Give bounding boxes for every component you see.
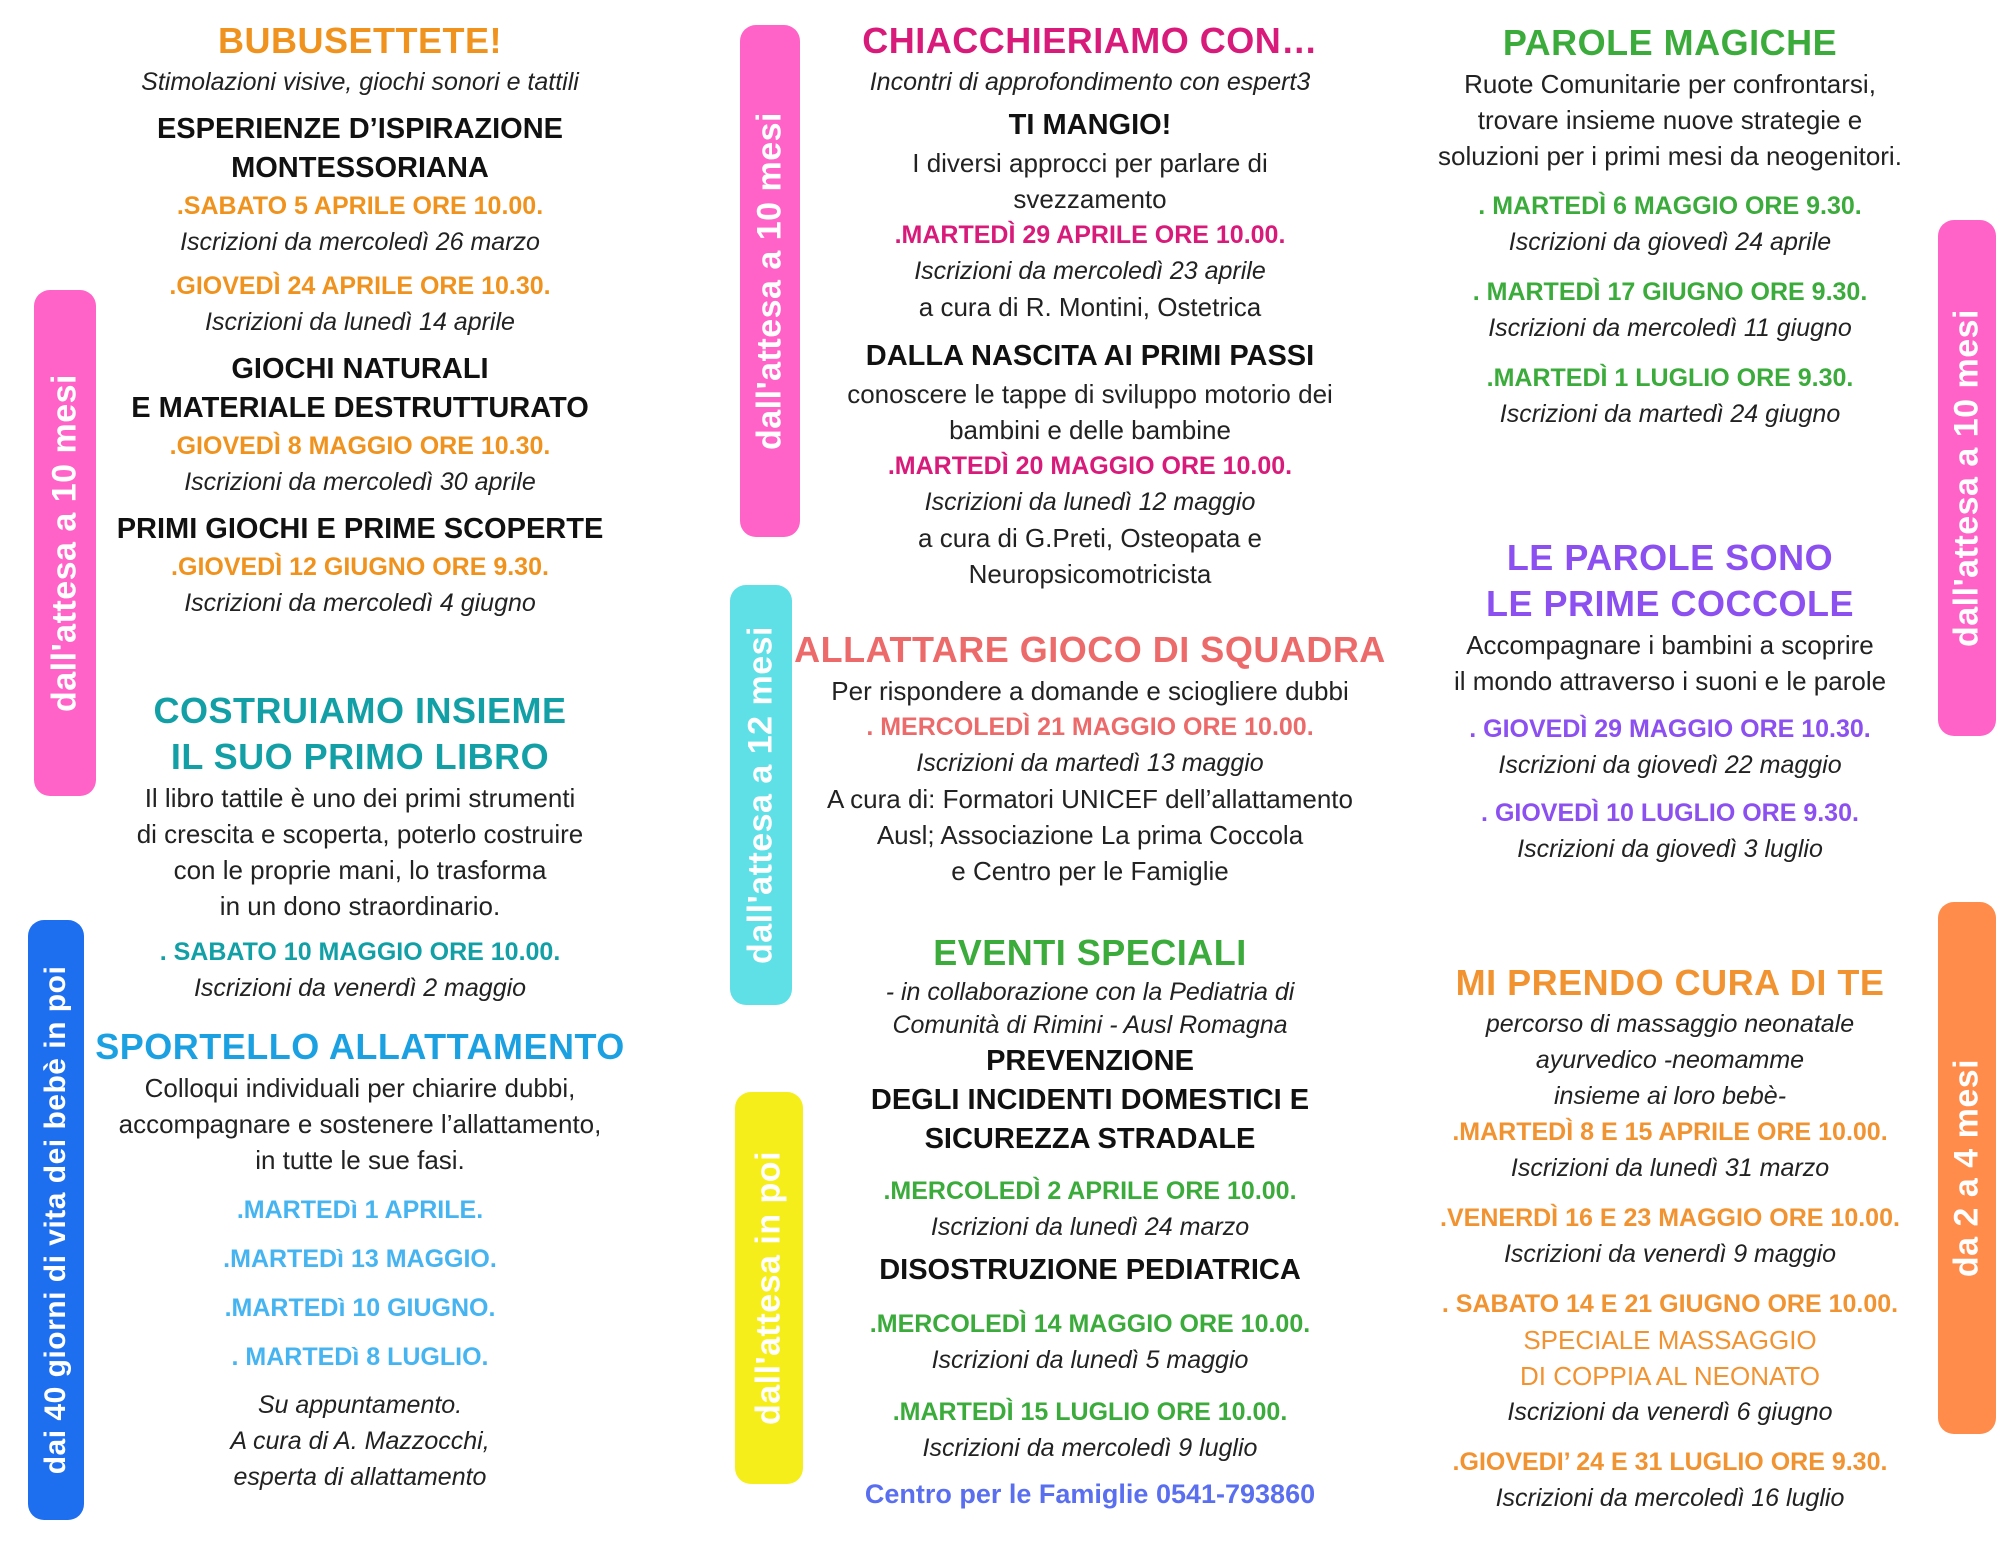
montessori-title-1: ESPERIENZE D’ISPIRAZIONE xyxy=(156,113,564,145)
tab-mid-pink-label: dall'attesa a 10 mesi xyxy=(750,112,789,450)
libro-section xyxy=(80,688,640,1006)
bubusettete-title: BUBUSETTETE! xyxy=(218,20,502,61)
prevenzione-title-1: PREVENZIONE xyxy=(986,1045,1194,1077)
sportello-date-3: .MARTEDì 10 GIUGNO. xyxy=(224,1294,496,1322)
tab-right-pink-label: dall'attesa a 10 mesi xyxy=(1947,309,1986,647)
sportello-date-1: .MARTEDì 1 APRILE. xyxy=(236,1196,484,1224)
nascita-cura-2: Neuropsicomotricista xyxy=(968,559,1212,589)
cura-sub-1: percorso di massaggio neonatale xyxy=(1485,1010,1855,1038)
montessori-date-2: .GIOVEDÌ 24 APRILE ORE 10.30. xyxy=(169,272,551,300)
disostruzione-date-2: .MARTEDÌ 15 LUGLIO ORE 10.00. xyxy=(892,1398,1288,1426)
cura-iscr-1: Iscrizioni da lunedì 31 marzo xyxy=(1510,1154,1830,1182)
ti-mangio-date: .MARTEDÌ 29 APRILE ORE 10.00. xyxy=(894,221,1286,249)
parole-magiche-iscr-1: Iscrizioni da giovedì 24 aprile xyxy=(1508,228,1832,256)
bubusettete-section xyxy=(80,18,640,621)
allattare-title: ALLATTARE GIOCO DI SQUADRA xyxy=(794,629,1386,670)
cura-speciale-1: SPECIALE MASSAGGIO xyxy=(1523,1325,1817,1355)
coccole-date-2: . GIOVEDÌ 10 LUGLIO ORE 9.30. xyxy=(1481,799,1859,827)
ti-mangio-text-1: I diversi approcci per parlare di xyxy=(912,148,1268,178)
tab-left-blue-label: dai 40 giorni di vita dei bebè in poi xyxy=(39,965,72,1475)
giochi-date: .GIOVEDÌ 8 MAGGIO ORE 10.30. xyxy=(169,432,551,460)
parole-magiche-date-3: .MARTEDÌ 1 LUGLIO ORE 9.30. xyxy=(1486,364,1854,392)
coccole-title-1: LE PAROLE SONO xyxy=(1506,537,1834,578)
montessori-iscr-2: Iscrizioni da lunedì 14 aprile xyxy=(205,308,515,336)
sportello-section xyxy=(80,1024,640,1495)
cura-iscr-4: Iscrizioni da mercoledì 16 luglio xyxy=(1495,1484,1845,1512)
centro-famiglie-phone: Centro per le Famiglie 0541-793860 xyxy=(864,1479,1316,1509)
tab-mid-yellow-label: dall'attesa in poi xyxy=(749,1150,788,1426)
sportello-title: SPORTELLO ALLATTAMENTO xyxy=(95,1026,625,1067)
libro-iscr: Iscrizioni da venerdì 2 maggio xyxy=(193,974,527,1002)
eventi-section xyxy=(790,930,1390,1512)
chiacchieriamo-title: CHIACCHIERIAMO CON… xyxy=(862,20,1318,61)
allattare-cura-2: Ausl; Associazione La prima Coccola xyxy=(876,820,1304,850)
cura-iscr-2: Iscrizioni da venerdì 9 maggio xyxy=(1503,1240,1837,1268)
ti-mangio-title: TI MANGIO! xyxy=(1008,109,1172,141)
eventi-sub-2: Comunità di Rimini - Ausl Romagna xyxy=(892,1011,1288,1039)
cura-section xyxy=(1390,960,1950,1516)
libro-title-2: IL SUO PRIMO LIBRO xyxy=(170,736,550,777)
nascita-text-2: bambini e delle bambine xyxy=(949,415,1231,445)
libro-text-4: in un dono straordinario. xyxy=(219,891,501,921)
tab-left-blue xyxy=(28,920,84,1520)
cura-date-2: .VENERDÌ 16 E 23 MAGGIO ORE 10.00. xyxy=(1440,1204,1900,1232)
cura-sub-3: insieme ai loro bebè- xyxy=(1553,1082,1787,1110)
nascita-cura-1: a cura di G.Preti, Osteopata e xyxy=(918,523,1262,553)
cura-date-3: . SABATO 14 E 21 GIUGNO ORE 10.00. xyxy=(1441,1290,1899,1318)
disostruzione-iscr-1: Iscrizioni da lunedì 5 maggio xyxy=(931,1346,1249,1374)
allattare-section xyxy=(790,627,1390,889)
giochi-title-2: E MATERIALE DESTRUTTURATO xyxy=(131,392,589,424)
sportello-date-4: . MARTEDì 8 LUGLIO. xyxy=(231,1343,489,1371)
tab-left-pink-label: dall'attesa a 10 mesi xyxy=(45,374,84,712)
coccole-text-1: Accompagnare i bambini a scoprire xyxy=(1466,630,1874,660)
allattare-date: . MERCOLEDÌ 21 MAGGIO ORE 10.00. xyxy=(866,713,1314,741)
prevenzione-title-3: SICUREZZA STRADALE xyxy=(924,1123,1256,1155)
ti-mangio-iscr: Iscrizioni da mercoledì 23 aprile xyxy=(914,257,1266,285)
nascita-text-1: conoscere le tappe di sviluppo motorio dei xyxy=(847,379,1333,409)
coccole-date-1: . GIOVEDÌ 29 MAGGIO ORE 10.30. xyxy=(1469,715,1871,743)
chiacchieriamo-subtitle: Incontri di approfondimento con espert3 xyxy=(869,68,1311,96)
nascita-date: .MARTEDÌ 20 MAGGIO ORE 10.00. xyxy=(887,452,1293,480)
ti-mangio-cura: a cura di R. Montini, Ostetrica xyxy=(918,292,1262,322)
coccole-text-2: il mondo attraverso i suoni e le parole xyxy=(1453,666,1887,696)
tab-right-orange-label: da 2 a 4 mesi xyxy=(1947,1058,1986,1278)
cura-date-4: .GIOVEDI’ 24 E 31 LUGLIO ORE 9.30. xyxy=(1452,1448,1888,1476)
parole-magiche-date-2: . MARTEDÌ 17 GIUGNO ORE 9.30. xyxy=(1472,278,1868,306)
tab-mid-cyan xyxy=(730,585,792,1005)
ti-mangio-text-2: svezzamento xyxy=(1013,184,1167,214)
sportello-note-2: A cura di A. Mazzocchi, xyxy=(230,1427,490,1455)
sportello-text-3: in tutte le sue fasi. xyxy=(255,1145,465,1175)
allattare-text: Per rispondere a domande e sciogliere dubbi xyxy=(831,676,1349,706)
libro-text-3: con le proprie mani, lo trasforma xyxy=(173,855,547,885)
sportello-note-3: esperta di allattamento xyxy=(233,1463,487,1491)
nascita-iscr: Iscrizioni da lunedì 12 maggio xyxy=(924,488,1256,516)
parole-magiche-text-1: Ruote Comunitarie per confrontarsi, xyxy=(1464,69,1876,99)
cura-sub-2: ayurvedico -neomamme xyxy=(1535,1046,1805,1074)
parole-magiche-title: PAROLE MAGICHE xyxy=(1502,22,1838,63)
primi-giochi-iscr: Iscrizioni da mercoledì 4 giugno xyxy=(184,589,536,617)
montessori-date-1: .SABATO 5 APRILE ORE 10.00. xyxy=(176,192,544,220)
primi-giochi-title: PRIMI GIOCHI E PRIME SCOPERTE xyxy=(116,513,604,545)
prevenzione-date: .MERCOLEDÌ 2 APRILE ORE 10.00. xyxy=(883,1177,1297,1205)
chiacchieriamo-section xyxy=(790,18,1390,592)
parole-magiche-text-2: trovare insieme nuove strategie e xyxy=(1477,105,1863,135)
libro-text-2: di crescita e scoperta, poterlo costruire xyxy=(136,819,584,849)
montessori-title-2: MONTESSORIANA xyxy=(231,152,489,184)
libro-date: . SABATO 10 MAGGIO ORE 10.00. xyxy=(159,938,561,966)
primi-giochi-date: .GIOVEDÌ 12 GIUGNO ORE 9.30. xyxy=(171,553,549,581)
parole-magiche-section xyxy=(1390,20,1950,432)
cura-iscr-3: Iscrizioni da venerdì 6 giugno xyxy=(1507,1398,1833,1426)
libro-text-1: Il libro tattile è uno dei primi strumenti xyxy=(144,783,576,813)
coccole-iscr-1: Iscrizioni da giovedì 22 maggio xyxy=(1498,751,1842,779)
eventi-sub-1: - in collaborazione con la Pediatria di xyxy=(885,978,1295,1006)
disostruzione-date-1: .MERCOLEDÌ 14 MAGGIO ORE 10.00. xyxy=(869,1310,1311,1338)
cura-speciale-2: DI COPPIA AL NEONATO xyxy=(1519,1361,1821,1391)
sportello-date-2: .MARTEDì 13 MAGGIO. xyxy=(223,1245,497,1273)
montessori-iscr-1: Iscrizioni da mercoledì 26 marzo xyxy=(180,228,540,256)
sportello-text-1: Colloqui individuali per chiarire dubbi, xyxy=(144,1073,576,1103)
parole-magiche-iscr-2: Iscrizioni da mercoledì 11 giugno xyxy=(1488,314,1852,342)
parole-magiche-text-3: soluzioni per i primi mesi da neogenitori. xyxy=(1438,141,1902,171)
prevenzione-title-2: DEGLI INCIDENTI DOMESTICI E xyxy=(870,1084,1310,1116)
allattare-cura-1: A cura di: Formatori UNICEF dell’allattamento xyxy=(827,784,1353,814)
allattare-iscr: Iscrizioni da martedì 13 maggio xyxy=(916,749,1264,777)
disostruzione-title: DISOSTRUZIONE PEDIATRICA xyxy=(879,1254,1301,1286)
coccole-iscr-2: Iscrizioni da giovedì 3 luglio xyxy=(1517,835,1823,863)
cura-date-1: .MARTEDÌ 8 E 15 APRILE ORE 10.00. xyxy=(1452,1118,1888,1146)
coccole-section xyxy=(1390,535,1950,867)
bubusettete-subtitle: Stimolazioni visive, giochi sonori e tattili xyxy=(141,68,579,96)
eventi-title: EVENTI SPECIALI xyxy=(933,932,1247,973)
cura-title: MI PRENDO CURA DI TE xyxy=(1455,962,1885,1003)
giochi-title-1: GIOCHI NATURALI xyxy=(231,353,489,385)
parole-magiche-iscr-3: Iscrizioni da martedì 24 giugno xyxy=(1499,400,1841,428)
libro-title-1: COSTRUIAMO INSIEME xyxy=(153,690,567,731)
giochi-iscr: Iscrizioni da mercoledì 30 aprile xyxy=(184,468,536,496)
parole-magiche-date-1: . MARTEDÌ 6 MAGGIO ORE 9.30. xyxy=(1478,192,1862,220)
tab-mid-cyan-label: dall'attesa a 12 mesi xyxy=(741,626,780,964)
prevenzione-iscr: Iscrizioni da lunedì 24 marzo xyxy=(930,1213,1250,1241)
disostruzione-iscr-2: Iscrizioni da mercoledì 9 luglio xyxy=(922,1434,1258,1462)
sportello-text-2: accompagnare e sostenere l’allattamento, xyxy=(118,1109,602,1139)
nascita-title: DALLA NASCITA AI PRIMI PASSI xyxy=(865,340,1315,372)
allattare-cura-3: e Centro per le Famiglie xyxy=(951,856,1229,886)
coccole-title-2: LE PRIME COCCOLE xyxy=(1485,583,1855,624)
sportello-note-1: Su appuntamento. xyxy=(257,1391,463,1419)
